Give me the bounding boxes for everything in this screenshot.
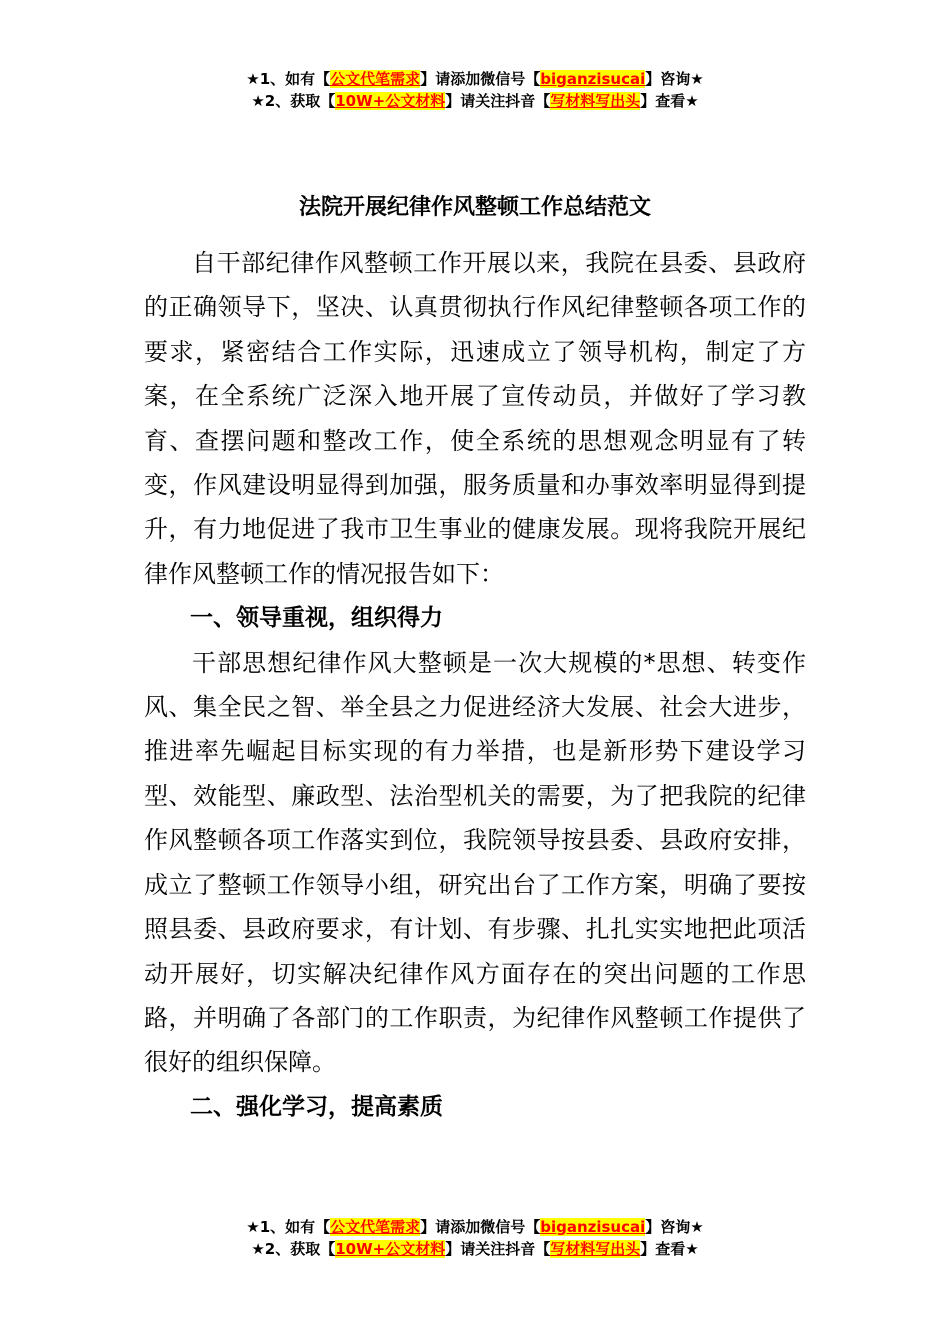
banner-text: 】咨询★ — [645, 1218, 704, 1236]
document-body — [144, 241, 806, 1129]
footer-banner — [0, 1216, 950, 1260]
banner-line-1 — [0, 1216, 950, 1238]
banner-text: 】请添加微信号【 — [420, 70, 541, 88]
banner-text: ★2、获取【 — [251, 1240, 336, 1258]
banner-highlight: biganzisucai — [540, 1218, 646, 1236]
banner-line-2 — [0, 1238, 950, 1260]
banner-text: 】请添加微信号【 — [420, 1218, 541, 1236]
section-heading-2: 二、强化学习，提高素质 — [190, 1093, 443, 1120]
intro-paragraph: 自干部纪律作风整顿工作开展以来，我院在县委、县政府的正确领导下，坚决、认真贯彻执行作风纪律整顿各项工作的要求，紧密结合工作实际，迅速成立了领导机构，制定了方案，在全系统广泛深入地开展了宣传动员，并做好了学习教育、查摆问题和整改工作，使全系统的思想观念明显有了转变，作风建设明显得到加强，服务质量和办事效率明显得到提升，有力地促进了我市卫生事业的健康发展。现将我院开展纪律作风整顿工作的情况报告如下： — [144, 249, 806, 588]
banner-line-2 — [0, 90, 950, 112]
section-heading-1: 一、领导重视，组织得力 — [190, 605, 443, 632]
banner-text: 】请关注抖音【 — [445, 92, 551, 110]
banner-highlight: 10W+公文材料 — [335, 92, 446, 110]
banner-text: 】咨询★ — [645, 70, 704, 88]
banner-highlight: 写材料写出头 — [550, 1240, 641, 1258]
banner-text: ★1、如有【 — [246, 1218, 331, 1236]
banner-text: 】请关注抖音【 — [445, 1240, 551, 1258]
document-title: 法院开展纪律作风整顿工作总结范文 — [298, 195, 651, 220]
banner-text: 】查看★ — [640, 92, 699, 110]
banner-text: ★2、获取【 — [251, 92, 336, 110]
banner-highlight: 写材料写出头 — [550, 92, 641, 110]
banner-line-1 — [0, 68, 950, 90]
section-paragraph-1: 干部思想纪律作风大整顿是一次大规模的*思想、转变作风、集全民之智、举全县之力促进经济大发展、社会大进步，推进率先崛起目标实现的有力举措，也是新形势下建设学习型、效能型、廉政型、法治型机关的需要，为了把我院的纪律作风整顿各项工作落实到位，我院领导按县委、县政府安排，成立了整顿工作领导小组，研究出台了工作方案，明确了要按照县委、县政府要求，有计划、有步骤、扎扎实实地把此项活动开展好，切实解决纪律作风方面存在的突出问题的工作思路，并明确了各部门的工作职责，为纪律作风整顿工作提供了很好的组织保障。 — [144, 648, 806, 1077]
banner-text: ★1、如有【 — [246, 70, 331, 88]
banner-highlight: 公文代笔需求 — [330, 1218, 421, 1236]
header-banner — [0, 68, 950, 112]
banner-highlight: 公文代笔需求 — [330, 70, 421, 88]
banner-text: 】查看★ — [640, 1240, 699, 1258]
banner-highlight: biganzisucai — [540, 70, 646, 88]
banner-highlight: 10W+公文材料 — [335, 1240, 446, 1258]
